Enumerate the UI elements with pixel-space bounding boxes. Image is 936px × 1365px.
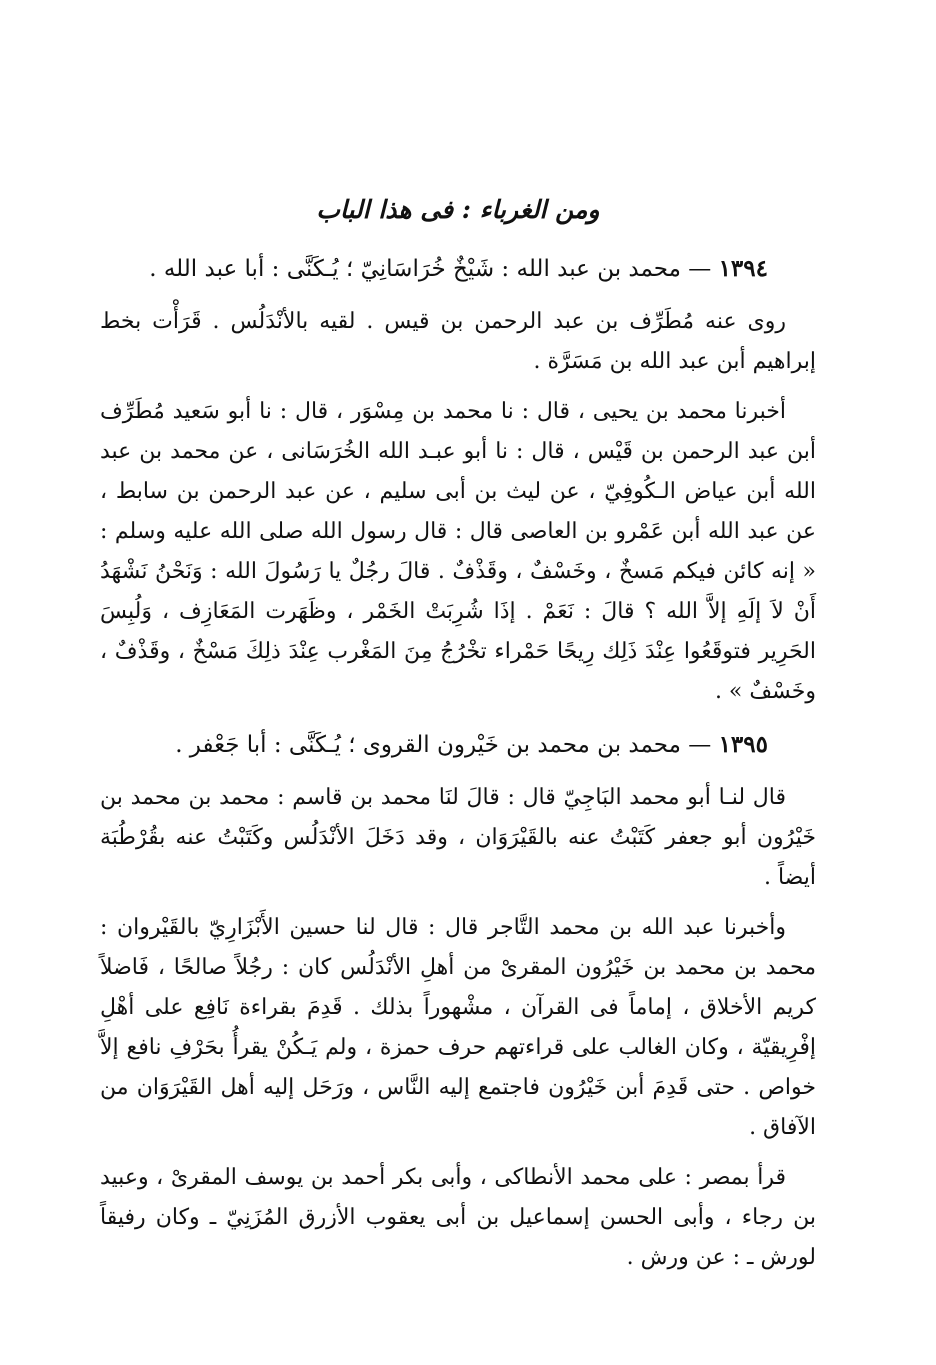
biography-entry-1395 xyxy=(100,726,816,1278)
entry-paragraph: وأخبرنا عبد الله بن محمد التَّاجر قال : قال لنا حسين الأَبْزَارِيّ بالقَيْروان : محمد بن محمد بن خَيْرُون المقرىْ من أهلِ الأنْدَلُس كان : رجُلاً صالحًا ، فَاضلاً كريم الأخلاق ، إماماً فى القرآن ، مشْهوراً بذلك . قَدِمَ بقراءة نَافِع على أهْلِ إفْرِيقيّة ، وكان الغالب على قراءتهم حرف حمزة ، ولم يَـكُنْ يقرأُ بحَرْفِ نافع إلاَّ خواص . حتى قَدِمَ أبن خَيْرُون فاجتمع إليه النَّاس ، ورَحَل إليه أهل القَيْرَوَان من الآفاق . xyxy=(100,915,816,1140)
entry-headline-text: — محمد بن عبد الله : شَيْخٌ خُرَاسَانِيّ ؛ يُـكَنَّى : أبا عبد الله . xyxy=(149,256,712,282)
entry-number: ١٣٩٥ xyxy=(718,731,768,758)
entry-paragraph: قرأ بمصر : على محمد الأنطاكى ، وأبى بكر أحمد بن يوسف المقرىْ ، وعبيد بن رجاء ، وأبى الحسن إسماعيل بن أبى يعقوب الأزرق المُزَنِيّ ـ وكان رفيقاً لورش ـ : عن ورش . xyxy=(100,1165,816,1270)
section-heading: ومن الغرباء : فى هذا الباب xyxy=(316,195,600,224)
biography-entry-1394 xyxy=(100,250,816,712)
entry-headline xyxy=(100,250,816,288)
entry-number: ١٣٩٤ xyxy=(718,255,768,282)
book-page xyxy=(100,190,816,1292)
entry-paragraph: أخبرنا محمد بن يحيى ، قال : نا محمد بن مِسْوَر ، قال : نا أبو سَعيد مُطَرِّف أبن عبد الرحمن بن قَيْس ، قال : نا أبو عبـد الله الخُرَسَانى ، عن محمد بن عبد الله أبن عياض الـكُوفِيّ ، عن ليث بن أبى سليم ، عن عبد الرحمن بن سابط ، عن عبد الله أبن عَمْرو بن العاصى قال : قال رسول الله صلى الله عليه وسلم : « إنه كائن فيكم مَسخٌ ، وخَسْفٌ ، وقَذْفٌ . قالَ رجُلٌ يا رَسُولَ الله : وَنَحْنُ نَشْهَدُ أَنْ لاَ إلَهِ إلاَّ الله ؟ قالَ : نَعَمْ . إذَا شُرِبَتْ الخَمْر ، وظَهَرت المَعَازِف ، وَلُبِسَ الحَرِير فتوقَعُوا عِنْدَ ذَلِك رِيحًا حَمْراء تخْرُجُ مِنَ المَغْرب عِنْدَ ذلِكَ مَسْخٌ ، وقَذْفٌ ، وخَسْفٌ » . xyxy=(100,399,816,704)
entry-paragraph: قال لنـا أبو محمد البَاجِيّ قال : قالَ لنَا محمد بن قاسم : محمد بن محمد بن خَيْرُون أبو جعفر كَتَبْتُ عنه بالقَيْرَوَان ، وقد دَخَلَ الأنْدَلُس وكَتَبْتُ عنه بقُرْطُبَة أيضاً . xyxy=(100,785,816,890)
entry-headline-text: — محمد بن محمد بن خَيْرون القروى ؛ يُـكَنَّى : أبا جَعْفر . xyxy=(175,732,712,758)
entry-paragraph: روى عنه مُطَرِّف بن عبد الرحمن بن قيس . لقيه بالأنْدَلُس . قَرَأْت بخط إبراهيم أبن عبد الله بن مَسَرَّة . xyxy=(100,309,816,374)
entry-headline xyxy=(100,726,816,764)
